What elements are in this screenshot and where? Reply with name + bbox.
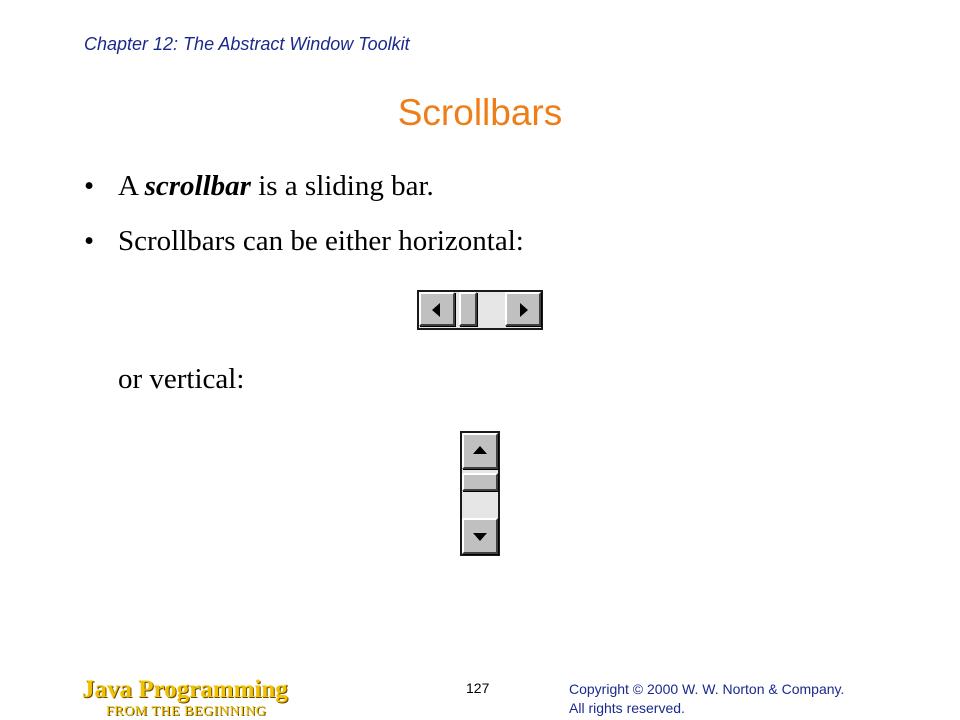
or-vertical-text: or vertical: [118,363,245,395]
copyright-notice [569,680,844,718]
bullet-marker: • [84,170,95,202]
scroll-left-button [419,292,455,326]
brand-subtitle: FROM THE BEGINNING [106,704,267,719]
bullet-text-post: is a sliding bar. [250,170,434,202]
vertical-scrollbar-illustration [460,431,500,556]
right-arrow-icon [520,303,528,317]
horizontal-scrollbar-illustration [417,290,543,330]
down-arrow-icon [473,533,487,541]
copyright-line-2: All rights reserved. [569,700,685,716]
bullet-item [84,170,434,203]
brand-title: Java Programming [82,676,288,703]
page-number: 127 [466,680,490,696]
bullet-emphasis: scrollbar [144,170,251,202]
bullet-marker: • [84,225,95,257]
scroll-up-button [462,433,498,469]
footer-brand [82,676,288,719]
bullet-item [84,225,524,258]
slide-title: Scrollbars [397,92,563,133]
scroll-thumb [462,473,498,491]
left-arrow-icon [432,303,440,317]
bullet-text: Scrollbars can be either horizontal: [118,225,524,257]
copyright-line-1: Copyright © 2000 W. W. Norton & Company. [569,681,845,697]
up-arrow-icon [473,446,487,454]
bullet-text-pre: A [118,170,145,202]
scroll-down-button [462,518,498,554]
chapter-header: Chapter 12: The Abstract Window Toolkit [84,34,410,54]
scroll-right-button [505,292,541,326]
scroll-thumb [459,292,477,326]
